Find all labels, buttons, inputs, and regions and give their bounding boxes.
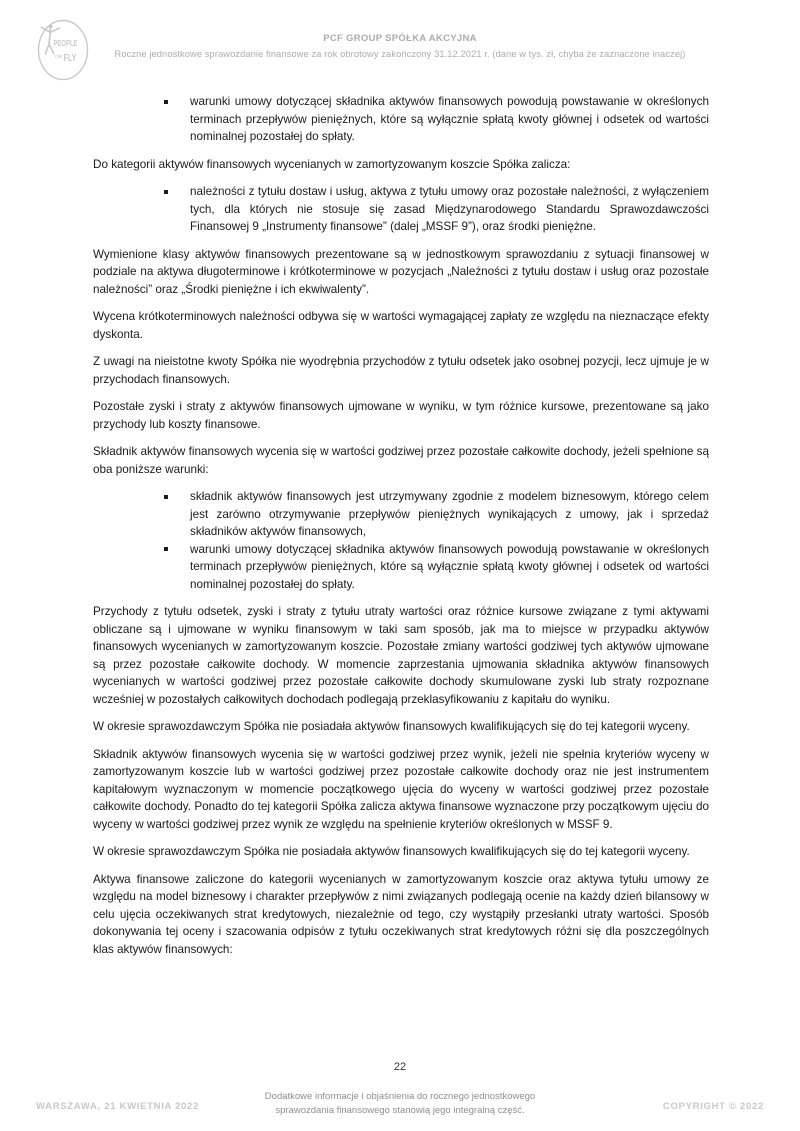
logo-text-can: CAN [55,54,62,59]
bullet-text: warunki umowy dotyczącej składnika aktywów finansowych powodują powstawanie w określonych terminach przepływów pieniężnych, które są wyłącznie spłatą kwoty głównej i odsetek od wartości nominalnej pozostałej do spłaty. [190,95,709,143]
bullet-marker-icon [164,100,168,104]
page-number: 22 [393,1061,407,1073]
paragraph: W okresie sprawozdawczym Spółka nie posiadała aktywów finansowych kwalifikujących się do tej kategorii wyceny. [93,720,690,733]
paragraph: Składnik aktywów finansowych wycenia się w wartości godziwej przez pozostałe całkowite dochody, jeżeli spełnione są oba poniższe warunki: [93,445,709,476]
bullet-item [93,488,709,541]
report-subtitle: Roczne jednostkowe sprawozdanie finansowe za rok obrotowy zakończony 31.12.2021 r. (dane w tys. zł, chyba że zaznaczone inaczej) [114,49,686,59]
paragraph: Wymienione klasy aktywów finansowych prezentowane są w jednostkowym sprawozdaniu z sytuacji finansowej w podziale na aktywa długoterminowe i krótkoterminowe w pozycjach „Należności z tytułu dostaw i usług oraz pozostałe należności” oraz „Środki pieniężne i ich ekwiwalenty”. [93,247,709,296]
bullet-item [93,93,709,146]
report-header [0,33,800,59]
footer-note-line1: Dodatkowe informacje i objaśnienia do rocznego jednostkowego [264,1091,536,1102]
footer-note-line2: sprawozdania finansowego stanowią jego integralną część. [275,1105,525,1116]
bullet-marker-icon [164,547,168,551]
bullet-text: warunki umowy dotyczącej składnika aktywów finansowych powodują powstawanie w określonych terminach przepływów pieniężnych, które są wyłącznie spłatą kwoty głównej i odsetek od wartości nominalnej pozostałej do spłaty. [190,542,709,591]
bullet-item [93,541,709,594]
bullet-text: składnik aktywów finansowych jest utrzymywany zgodnie z modelem biznesowym, którego celem jest zarówno otrzymywanie przepływów pieniężnych wynikających z umowy, jak i sprzedaż składników aktywów finansowych, [190,490,709,538]
bullet-marker-icon [164,190,168,194]
bullet-item [93,183,709,236]
paragraph: Aktywa finansowe zaliczone do kategorii wycenianych w zamortyzowanym koszcie oraz aktywa tytułu umowy ze względu na model biznesowy i charakter przepływów z nimi związanych podlegają ocenie na każdy dzień bilansowy w celu ujęcia oczekiwanych strat kredytowych, niezależnie od tego, czy wystąpiły przesłanki utraty wartości. Sposób dokonywania tej oceny i szacowania odpisów z tytułu oczekiwanych strat kredytowych różni się dla poszczególnych klas aktywów finansowych: [93,872,709,956]
paragraph: Przychody z tytułu odsetek, zyski i straty z tytułu utraty wartości oraz różnice kursowe związane z tymi aktywami obliczane są i ujmowane w wyniku finansowym w taki sam sposób, jak ma to miejsce w przypadku aktywów finansowych wycenianych w zamortyzowanym koszcie. Pozostałe zmiany wartości godziwej tych aktywów ujmowane są przez pozostałe całkowite dochody. W momencie zaprzestania ujmowania składnika aktywów finansowych wycenianych w wartości godziwej przez pozostałe całkowite dochody skumulowane zyski lub straty rozpoznane wcześniej w pozostałych całkowitych dochodach podlegają przeklasyfikowaniu z kapitału do wyniku. [93,605,709,706]
company-name: PCF GROUP SPÓŁKA AKCYJNA [323,33,477,44]
bullet-text: należności z tytułu dostaw i usług, aktywa z tytułu umowy oraz pozostałe należności, z wyłączeniem tych, dla których nie stosuje się zasad Międzynarodowego Standardu Sprawozdawczości Finansowej 9 „Instrumenty finansowe” (dalej „MSSF 9”), oraz środki pieniężne. [190,185,709,233]
logo-text-people: PEOPLE [53,39,78,48]
paragraph: Do kategorii aktywów finansowych wycenianych w zamortyzowanym koszcie Spółka zalicza: [93,157,571,171]
paragraph: Pozostałe zyski i straty z aktywów finansowych ujmowane w wyniku, w tym różnice kursowe, prezentowane są jako przychody lub koszty finansowe. [93,400,709,431]
paragraph: Z uwagi na nieistotne kwoty Spółka nie wyodrębnia przychodów z tytułu odsetek jako osobnej pozycji, lecz ujmuje je w przychodach finansowych. [93,355,709,386]
paragraph: Składnik aktywów finansowych wycenia się w wartości godziwej przez wynik, jeżeli nie spełnia kryteriów wyceny w zamortyzowanym koszcie lub w wartości godziwej przez pozostałe całkowite dochody oraz nie jest instrumentem kapitałowym wyznaczonym w momencie początkowego ujęcia do wyceny w wartości godziwej przez pozostałe całkowite dochody. Ponadto do tej kategorii Spółka zalicza aktywa finansowe wyznaczone przy początkowym ujęciu do wyceny w wartości godziwej przez wynik ze względu na spełnienie kryteriów określonych w MSSF 9. [93,747,709,831]
paragraph: Wycena krótkoterminowych należności odbywa się w wartości wymagającej zapłaty ze względu na nieznaczące efekty dyskonta. [93,310,709,341]
bullet-marker-icon [164,495,168,499]
footer-place-date: WARSZAWA, 21 KWIETNIA 2022 [36,1101,200,1112]
logo-text-fly: FLY [63,53,77,64]
footer-copyright: COPYRIGHT © 2022 [662,1101,764,1112]
document-body [93,93,709,968]
paragraph: W okresie sprawozdawczym Spółka nie posiadała aktywów finansowych kwalifikujących się do tej kategorii wyceny. [93,845,690,858]
